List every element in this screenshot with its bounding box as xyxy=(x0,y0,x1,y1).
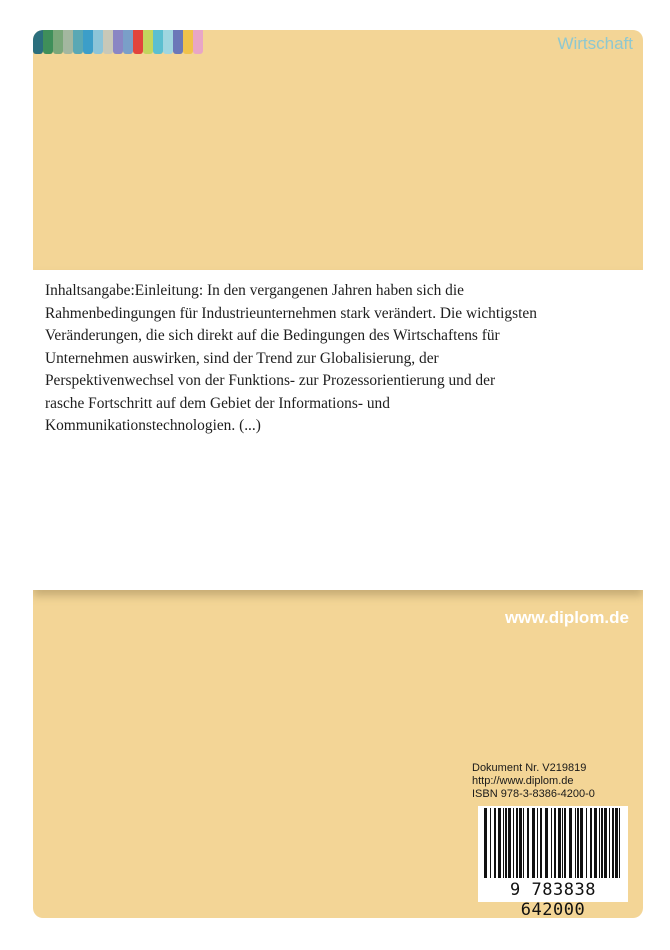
barcode-bar xyxy=(532,808,535,878)
barcode-bar xyxy=(558,808,561,878)
color-stripe xyxy=(53,30,63,54)
color-stripe xyxy=(163,30,173,54)
color-stripes xyxy=(33,30,203,54)
barcode-bar xyxy=(494,808,496,878)
isbn: ISBN 978-3-8386-4200-0 xyxy=(472,788,595,800)
barcode-bar xyxy=(599,808,600,878)
barcode-bar xyxy=(545,808,548,878)
barcode-bar xyxy=(519,808,522,878)
barcode-bar xyxy=(590,808,592,878)
color-stripe xyxy=(153,30,163,54)
abstract-line: Unternehmen auswirken, sind der Trend zur Globalisierung, der xyxy=(45,349,439,367)
barcode-bar xyxy=(615,808,618,878)
abstract-panel xyxy=(33,270,643,590)
barcode-bar xyxy=(537,808,538,878)
abstract-line: rasche Fortschritt auf dem Gebiet der Informations- und xyxy=(45,394,390,412)
barcode-bar xyxy=(604,808,607,878)
color-stripe xyxy=(133,30,143,54)
barcode-bar xyxy=(540,808,542,878)
barcode-bar xyxy=(609,808,610,878)
barcode-bar xyxy=(594,808,597,878)
isbn-barcode xyxy=(478,806,628,918)
color-stripe xyxy=(183,30,193,54)
abstract-text xyxy=(45,280,630,438)
color-stripe xyxy=(43,30,53,54)
barcode-bar xyxy=(490,808,491,878)
barcode-bar xyxy=(484,808,487,878)
barcode-bar xyxy=(577,808,579,878)
barcode-bar xyxy=(575,808,576,878)
barcode-bar xyxy=(601,808,603,878)
color-stripe xyxy=(193,30,203,54)
barcode-bar xyxy=(564,808,566,878)
abstract-line: Veränderungen, die sich direkt auf die Bedingungen des Wirtschaftens für xyxy=(45,327,500,344)
barcode-bar xyxy=(498,808,501,878)
barcode-bar xyxy=(551,808,552,878)
barcode-bar xyxy=(523,808,524,878)
color-stripe xyxy=(103,30,113,54)
color-stripe xyxy=(93,30,103,54)
document-number: Dokument Nr. V219819 xyxy=(472,762,587,774)
color-stripe xyxy=(113,30,123,54)
barcode-bar xyxy=(569,808,572,878)
barcode-bar xyxy=(619,808,620,878)
barcode-bar xyxy=(503,808,504,878)
color-stripe xyxy=(83,30,93,54)
barcode-bars xyxy=(482,808,624,880)
book-back-cover xyxy=(33,30,643,918)
barcode-bar xyxy=(580,808,583,878)
barcode-digits: 9 783838 642000 xyxy=(510,880,596,918)
barcode-bar xyxy=(516,808,518,878)
category-label: Wirtschaft xyxy=(557,34,633,53)
abstract-line: Rahmenbedingungen für Industrieunternehmen stark verändert. Die wichtigsten xyxy=(45,304,537,322)
barcode-bar xyxy=(586,808,587,878)
document-info xyxy=(472,762,595,801)
color-stripe xyxy=(63,30,73,54)
abstract-line: Perspektivenwechsel von der Funktions- zur Prozessorientierung und der xyxy=(45,372,496,389)
color-stripe xyxy=(173,30,183,54)
document-url: http://www.diplom.de xyxy=(472,775,574,787)
abstract-line: Inhaltsangabe:Einleitung: In den vergangenen Jahren haben sich die xyxy=(45,282,464,299)
publisher-website: www.diplom.de xyxy=(504,608,629,627)
color-stripe xyxy=(143,30,153,54)
barcode-bar xyxy=(554,808,556,878)
barcode-bar xyxy=(612,808,614,878)
color-stripe xyxy=(73,30,83,54)
barcode-bar xyxy=(513,808,514,878)
barcode-bar xyxy=(505,808,507,878)
barcode-bar xyxy=(562,808,563,878)
color-stripe xyxy=(33,30,43,54)
barcode-bar xyxy=(527,808,529,878)
barcode-bar xyxy=(508,808,511,878)
color-stripe xyxy=(123,30,133,54)
abstract-line: Kommunikationstechnologien. (...) xyxy=(45,417,261,434)
